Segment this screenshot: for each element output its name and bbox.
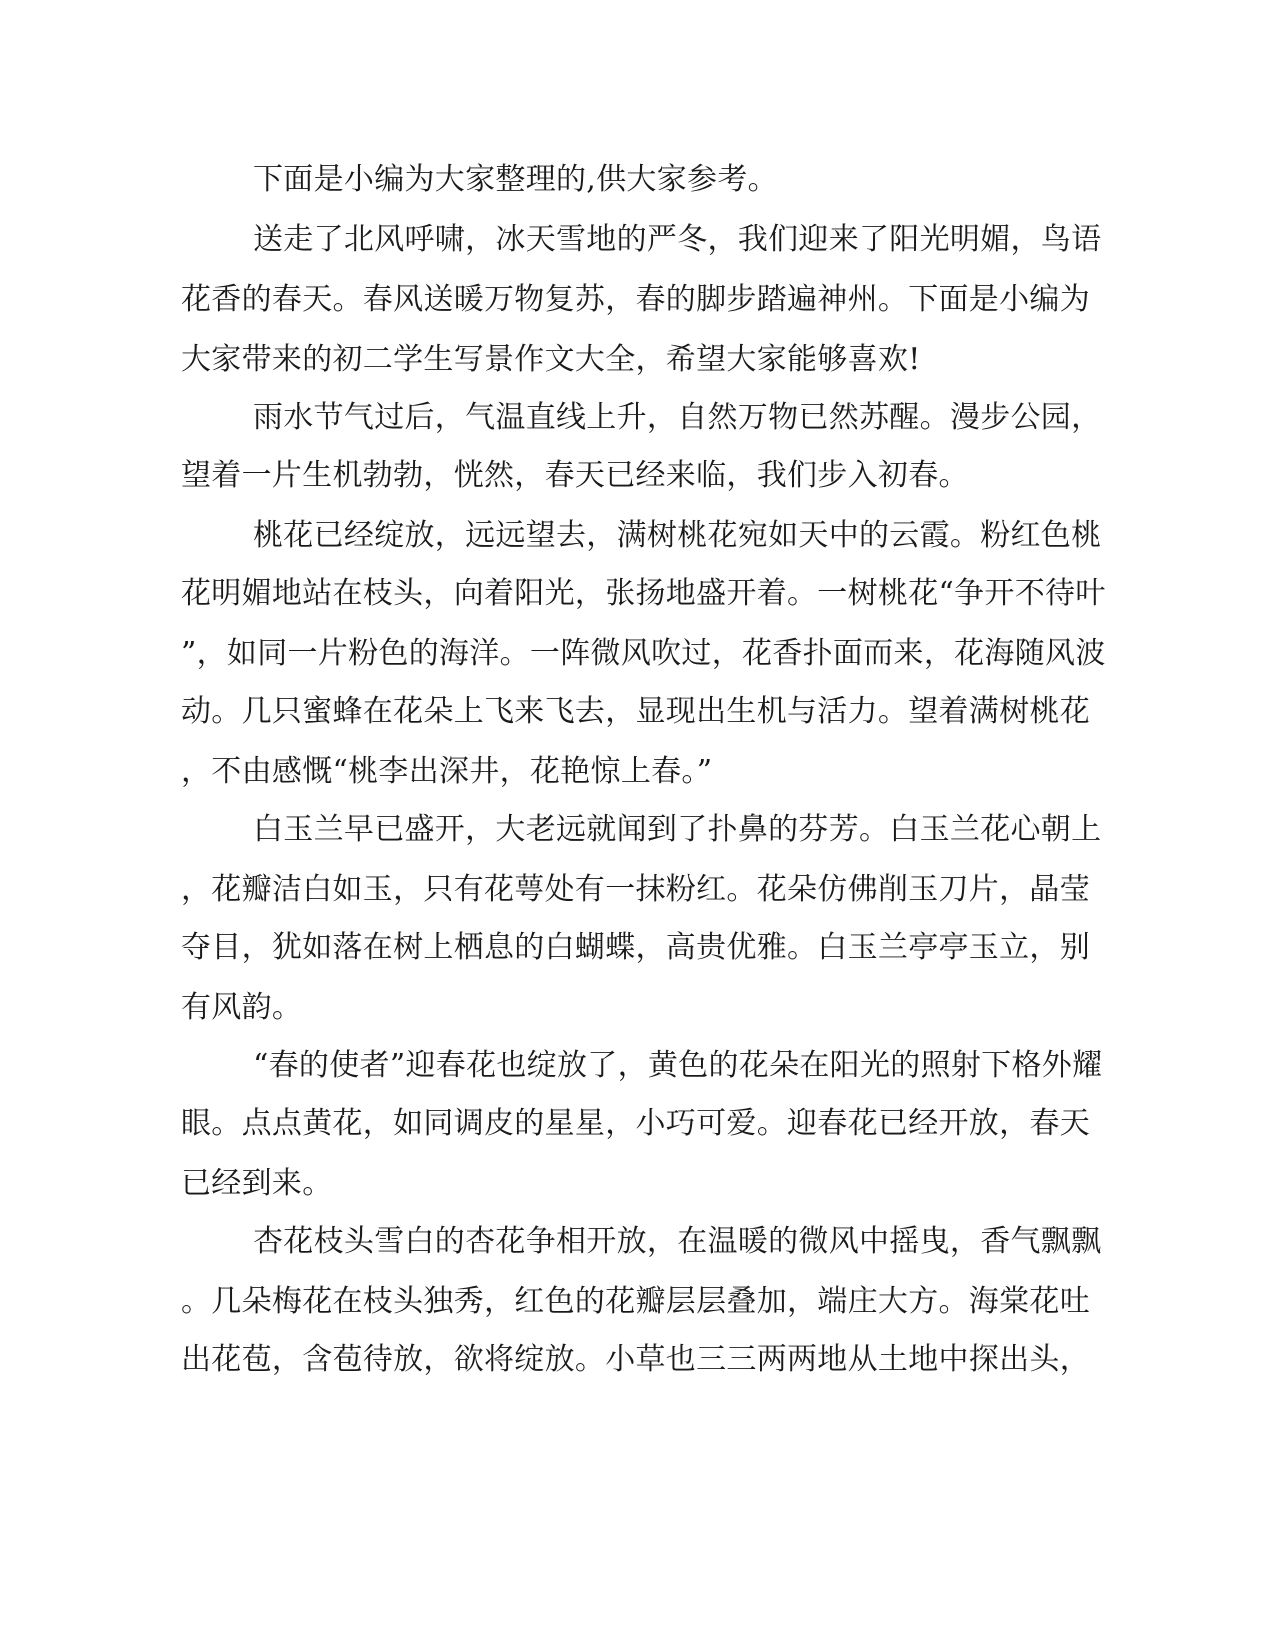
paragraph-2-line-2: 花香的春天。春风送暖万物复苏，春的脚步踏遍神州。下面是小编为 [181, 282, 1090, 317]
paragraph-7-line-2: 。几朵梅花在枝头独秀，红色的花瓣层层叠加，端庄大方。海棠花吐 [181, 1284, 1090, 1319]
paragraph-5-line-2: ，花瓣洁白如玉，只有花萼处有一抹粉红。花朵仿佛削玉刀片，晶莹 [181, 872, 1090, 907]
paragraph-6-line-2: 眼。点点黄花，如同调皮的星星，小巧可爱。迎春花已经开放，春天 [181, 1106, 1090, 1141]
paragraph-7-line-1: 杏花枝头雪白的杏花争相开放，在温暖的微风中摇曳，香气飘飘 [253, 1224, 1102, 1259]
paragraph-4-line-1: 桃花已经绽放，远远望去，满树桃花宛如天中的云霞。粉红色桃 [253, 518, 1102, 553]
paragraph-3-line-2: 望着一片生机勃勃，恍然，春天已经来临，我们步入初春。 [181, 458, 969, 493]
paragraph-4-line-5: ，不由感慨“桃李出深井，花艳惊上春。” [181, 754, 713, 789]
paragraph-6-line-3: 已经到来。 [181, 1166, 333, 1201]
paragraph-5-line-3: 夺目，犹如落在树上栖息的白蝴蝶，高贵优雅。白玉兰亭亭玉立，别 [181, 930, 1090, 965]
paragraph-4-line-3: ”，如同一片粉色的海洋。一阵微风吹过，花香扑面而来，花海随风波 [181, 636, 1106, 671]
paragraph-6-line-1: “春的使者”迎春花也绽放了，黄色的花朵在阳光的照射下格外耀 [253, 1048, 1103, 1083]
paragraph-2-line-1: 送走了北风呼啸，冰天雪地的严冬，我们迎来了阳光明媚，鸟语 [253, 222, 1102, 257]
paragraph-1-line-1: 下面是小编为大家整理的,供大家参考。 [253, 162, 778, 197]
paragraph-4-line-4: 动。几只蜜蜂在花朵上飞来飞去，显现出生机与活力。望着满树桃花 [181, 694, 1090, 729]
paragraph-2-line-3: 大家带来的初二学生写景作文大全，希望大家能够喜欢! [181, 342, 921, 377]
paragraph-3-line-1: 雨水节气过后，气温直线上升，自然万物已然苏醒。漫步公园， [253, 400, 1102, 435]
paragraph-5-line-4: 有风韵。 [181, 990, 303, 1025]
paragraph-4-line-2: 花明媚地站在枝头，向着阳光，张扬地盛开着。一树桃花“争开不待叶 [181, 576, 1106, 611]
paragraph-7-line-3: 出花苞，含苞待放，欲将绽放。小草也三三两两地从土地中探出头， [181, 1342, 1090, 1377]
paragraph-5-line-1: 白玉兰早已盛开，大老远就闻到了扑鼻的芬芳。白玉兰花心朝上 [253, 812, 1102, 847]
